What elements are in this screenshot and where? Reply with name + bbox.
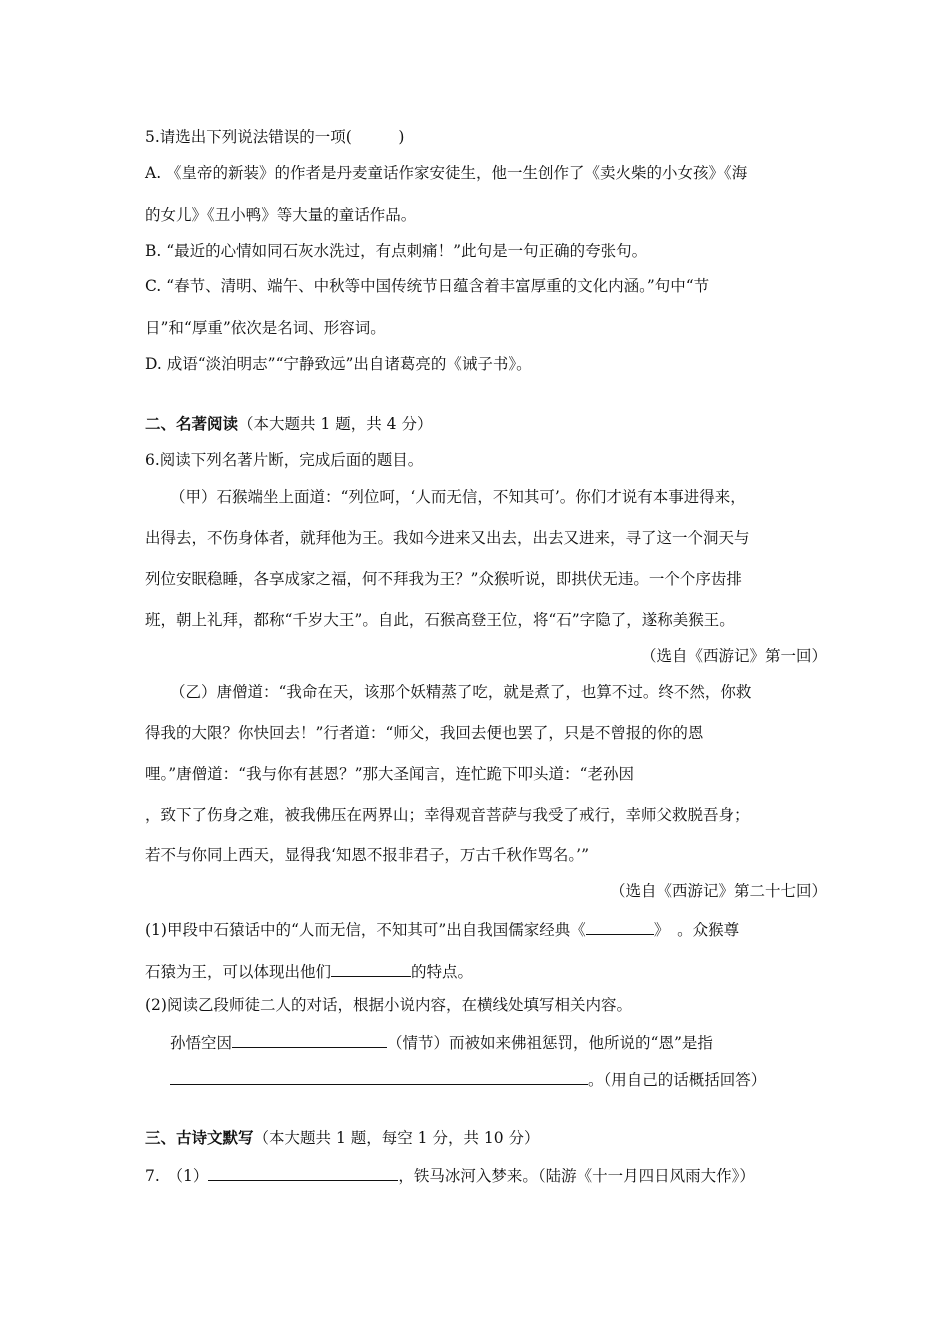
q5-option-d: D. 成语“淡泊明志”“宁静致远”出自诸葛亮的《诫子书》。 xyxy=(145,355,532,373)
q6-sub2-text3: 。（用自己的话概括回答） xyxy=(588,1071,767,1089)
passage-yi-line: 得我的大限？你快回去！”行者道：“师父，我回去便也罢了，只是不曾报的你的恩 xyxy=(145,724,704,742)
answer-blank-poem[interactable] xyxy=(208,1164,398,1181)
q7-number: 7. （1） xyxy=(145,1167,209,1185)
q6-sub2-line1 xyxy=(170,1031,713,1053)
q6-sub2-text: 孙悟空因 xyxy=(170,1034,233,1052)
q5-stem: 5.请选出下列说法错误的一项( ) xyxy=(145,128,405,146)
q5-option-c-line1: C. “春节、清明、端午、中秋等中国传统节日蕴含着丰富厚重的文化内涵。”句中“节 xyxy=(145,277,710,295)
q5-option-a-line2: 的女儿》《丑小鸭》等大量的童话作品。 xyxy=(145,206,417,224)
section3-meta: （本大题共 1 题，每空 1 分，共 10 分） xyxy=(253,1129,540,1147)
answer-blank-grace[interactable] xyxy=(170,1068,588,1085)
q6-sub1-text: (1)甲段中石猿话中的“人而无信，不知其可”出自我国儒家经典《 xyxy=(145,921,586,939)
passage-yi-line: ，致下了伤身之难，被我佛压在两界山；幸得观音菩萨与我受了戒行，幸师父救脱吾身； xyxy=(145,806,750,824)
q6-stem: 6.阅读下列名著片断，完成后面的题目。 xyxy=(145,451,424,469)
passage-yi-line: 若不与你同上西天，显得我‘知恩不报非君子，万古千秋作骂名。’” xyxy=(145,846,590,864)
q6-sub2-text2: （情节）而被如来佛祖惩罚，他所说的“恩”是指 xyxy=(387,1034,713,1052)
q6-sub2-prompt: (2)阅读乙段师徒二人的对话，根据小说内容，在横线处填写相关内容。 xyxy=(145,996,632,1014)
q6-sub1-text4: 的特点。 xyxy=(411,963,474,981)
q7-text: ，铁马冰河入梦来。（陆游《十一月四日风雨大作》） xyxy=(398,1167,755,1185)
section2-heading xyxy=(145,414,432,434)
passage-jia-line: 班，朝上礼拜，都称“千岁大王”。自此，石猴高登王位，将“石”字隐了，遂称美猴王。 xyxy=(145,611,735,629)
q5-option-b: B. “最近的心情如同石灰水洗过，有点刺痛！”此句是一句正确的夸张句。 xyxy=(145,242,648,260)
passage-yi-source: （选自《西游记》第二十七回） xyxy=(609,882,827,900)
q7-line1 xyxy=(145,1164,755,1186)
q5-option-a-line1: A. 《皇帝的新装》的作者是丹麦童话作家安徒生，他一生创作了《卖火柴的小女孩》《海 xyxy=(145,164,748,182)
q5-option-c-line2: 日”和“厚重”依次是名词、形容词。 xyxy=(145,319,386,337)
passage-yi-line: （乙）唐僧道：“我命在天，该那个妖精蒸了吃，就是煮了，也算不过。终不然，你救 xyxy=(170,683,752,701)
passage-jia-source: （选自《西游记》第一回） xyxy=(640,647,827,665)
passage-jia-line: 列位安眠稳睡，各享成家之福，何不拜我为王？”众猴听说，即拱伏无违。一个个序齿排 xyxy=(145,570,742,588)
q6-sub1-line2 xyxy=(145,960,473,982)
section3-title: 三、古诗文默写 xyxy=(145,1128,254,1147)
section2-meta: （本大题共 1 题，共 4 分） xyxy=(238,415,433,433)
q6-sub1-text3: 石猿为王，可以体现出他们 xyxy=(145,963,332,981)
answer-blank-plot[interactable] xyxy=(232,1031,387,1048)
passage-jia-line: （甲）石猴端坐上面道：“列位呵，‘人而无信，不知其可’。你们才说有本事进得来， xyxy=(170,488,746,506)
passage-jia-line: 出得去，不伤身体者，就拜他为王。我如今进来又出去，出去又进来，寻了这一个洞天与 xyxy=(145,529,750,547)
q6-sub1-line1 xyxy=(145,918,739,940)
section3-heading xyxy=(145,1128,540,1148)
q6-sub2-line2 xyxy=(170,1068,766,1090)
q6-sub1-text2: 》 。众猴尊 xyxy=(653,921,740,939)
passage-yi-line: 哩。”唐僧道：“我与你有甚恩？”那大圣闻言，连忙跪下叩头道：“老孙因 xyxy=(145,765,634,783)
section2-title: 二、名著阅读 xyxy=(145,414,239,433)
answer-blank-trait[interactable] xyxy=(331,960,411,977)
answer-blank-classic[interactable] xyxy=(586,918,654,935)
